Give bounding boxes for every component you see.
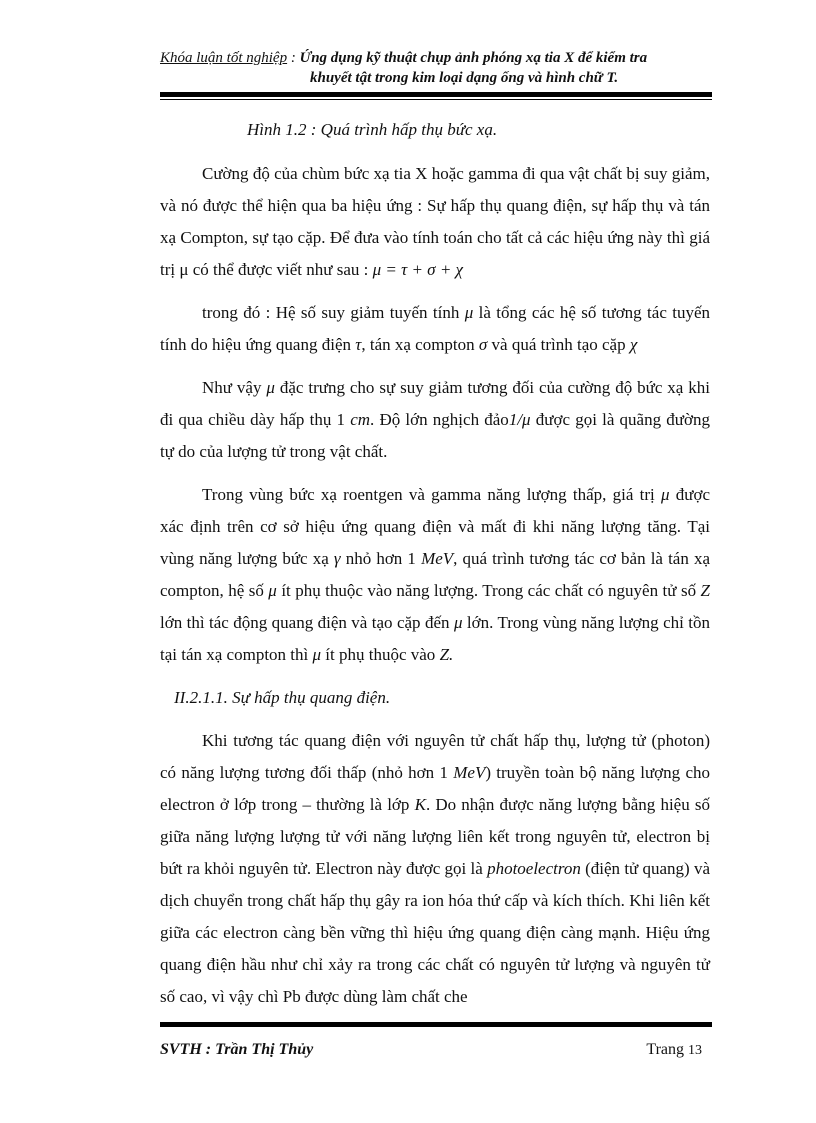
paragraph-definitions bbox=[160, 297, 710, 361]
header-label: Khóa luận tốt nghiệp bbox=[160, 50, 288, 66]
paragraph-attenuation bbox=[160, 158, 710, 286]
header-separator: : bbox=[287, 50, 300, 66]
header-title-line-1: Ứng dụng kỹ thuật chụp ảnh phóng xạ tia X để kiểm tra bbox=[299, 50, 648, 66]
page-header bbox=[160, 48, 712, 88]
p4-mu-3: μ bbox=[453, 613, 463, 632]
p5-text-c: . Do nhận được năng lượng bằng hiệu số giữa năng lượng lượng tử với năng lượng liên kết trong nguyên tử, electron bị bứt ra khỏi nguyên tử. Electron này được gọi là bbox=[160, 795, 710, 878]
p2-text-d: và quá trình tạo cặp bbox=[491, 335, 626, 354]
p4-text-a: Trong vùng bức xạ roentgen và gamma năng lượng thấp, giá trị bbox=[202, 485, 655, 504]
p5-mev: MeV bbox=[453, 763, 486, 782]
paragraph-free-path bbox=[160, 372, 710, 468]
footer-page bbox=[646, 1040, 702, 1061]
p4-mu-1: μ bbox=[660, 485, 670, 504]
p4-z-2: Z. bbox=[439, 645, 454, 664]
footer-author-name: Trần Thị Thủy bbox=[215, 1041, 314, 1058]
p3-cm: cm bbox=[350, 410, 371, 429]
header-line-1 bbox=[160, 48, 712, 68]
p2-tau: τ bbox=[355, 335, 362, 354]
p4-gamma: γ bbox=[333, 549, 341, 568]
p4-text-d: , quá trình tương tác cơ bản là tán xạ compton, hệ số bbox=[160, 549, 711, 600]
paragraph-photoelectric bbox=[160, 725, 710, 1013]
paragraph-energy-regions bbox=[160, 479, 710, 671]
header-rule-thin bbox=[160, 99, 712, 100]
p1-text: Cường độ của chùm bức xạ tia X hoặc gamma đi qua vật chất bị suy giảm, và nó được thể hiện qua ba hiệu ứng : Sự hấp thụ quang điện, sự hấp thụ và tán xạ Compton, sự tạo cặp. Để đưa vào tính toán cho tất cả các hiệu ứng này thì giá trị μ có thể được viết như sau : bbox=[160, 164, 710, 279]
figure-caption: Hình 1.2 : Quá trình hấp thụ bức xạ. bbox=[247, 120, 498, 139]
p3-text-a: Như vậy bbox=[202, 378, 262, 397]
p4-mu-2: μ bbox=[268, 581, 277, 600]
p4-mu-4: μ bbox=[312, 645, 322, 664]
footer-author-separator: : bbox=[201, 1041, 216, 1058]
p4-text-g: lớn. Trong vùng năng lượng chỉ tồn tại tán xạ compton thì bbox=[160, 613, 710, 664]
footer-page-label: Trang bbox=[646, 1041, 684, 1058]
footer-author bbox=[160, 1041, 313, 1058]
p2-chi: χ bbox=[629, 335, 638, 354]
footer-rule bbox=[160, 1022, 712, 1027]
p2-sigma: σ bbox=[478, 335, 488, 354]
p5-text-d: (điện tử quang) và dịch chuyển trong chất hấp thụ gây ra ion hóa thứ cấp và kích thích. Khi liên kết giữa các electron càng bền vững thì hiệu ứng quang điện càng mạnh. Hiệu ứng quang điện hầu như chỉ xảy ra trong các chất có nguyên tử lượng và nguyên tử số cao, vì vậy chì Pb được dùng làm chất che bbox=[160, 859, 711, 1006]
p4-text-e: ít phụ thuộc vào năng lượng. Trong các chất có nguyên tử số bbox=[281, 581, 697, 600]
p3-inverse-mu: 1/μ bbox=[508, 410, 531, 429]
footer-author-label: SVTH bbox=[160, 1041, 202, 1058]
p4-text-c: nhỏ hơn 1 bbox=[345, 549, 416, 568]
section-heading: II.2.1.1. Sự hấp thụ quang điện. bbox=[174, 688, 391, 707]
p2-text-b: là tổng các hệ số tương tác tuyến tính do hiệu ứng quang điện bbox=[160, 303, 711, 354]
p4-z-1: Z bbox=[700, 581, 711, 600]
p3-text-b: đặc trưng cho sự suy giảm tương đối của cường độ bức xạ khi đi qua chiều dày hấp thụ 1 bbox=[160, 378, 710, 429]
p4-text-f: lớn thì tác động quang điện và tạo cặp đến bbox=[160, 613, 450, 632]
page-number: 13 bbox=[688, 1043, 702, 1058]
header-rule-thick bbox=[160, 92, 712, 97]
p4-text-h: ít phụ thuộc vào bbox=[325, 645, 436, 664]
p5-text-a: Khi tương tác quang điện với nguyên tử chất hấp thụ, lượng tử (photon) có năng lượng tương đối thấp (nhỏ hơn 1 bbox=[160, 731, 710, 782]
p3-mu: μ bbox=[266, 378, 275, 397]
p5-text-b: ) truyền toàn bộ năng lượng cho electron ở lớp trong – thường là lớp bbox=[160, 763, 710, 814]
p3-text-c: . Độ lớn nghịch đảo bbox=[370, 410, 509, 429]
p2-text-c: , tán xạ compton bbox=[361, 335, 475, 354]
p2-text-a: trong đó : Hệ số suy giảm tuyến tính bbox=[202, 303, 460, 322]
p5-k: K bbox=[414, 795, 426, 814]
page-body bbox=[160, 108, 710, 1013]
header-title-line-2: khuyết tật trong kim loại dạng ống và hình chữ T. bbox=[310, 70, 619, 86]
p4-text-b: được xác định trên cơ sở hiệu ứng quang điện và mất đi khi năng lượng tăng. Tại vùng năng lượng bức xạ bbox=[160, 485, 710, 568]
p5-photoelectron: photoelectron bbox=[487, 859, 581, 878]
p4-mev: MeV bbox=[421, 549, 454, 568]
page-footer bbox=[160, 1040, 712, 1060]
p1-formula: μ = τ + σ + χ bbox=[372, 260, 464, 279]
p3-text-d: được gọi là quãng đường tự do của lượng tử trong vật chất. bbox=[160, 410, 710, 461]
p2-mu: μ bbox=[464, 303, 474, 322]
